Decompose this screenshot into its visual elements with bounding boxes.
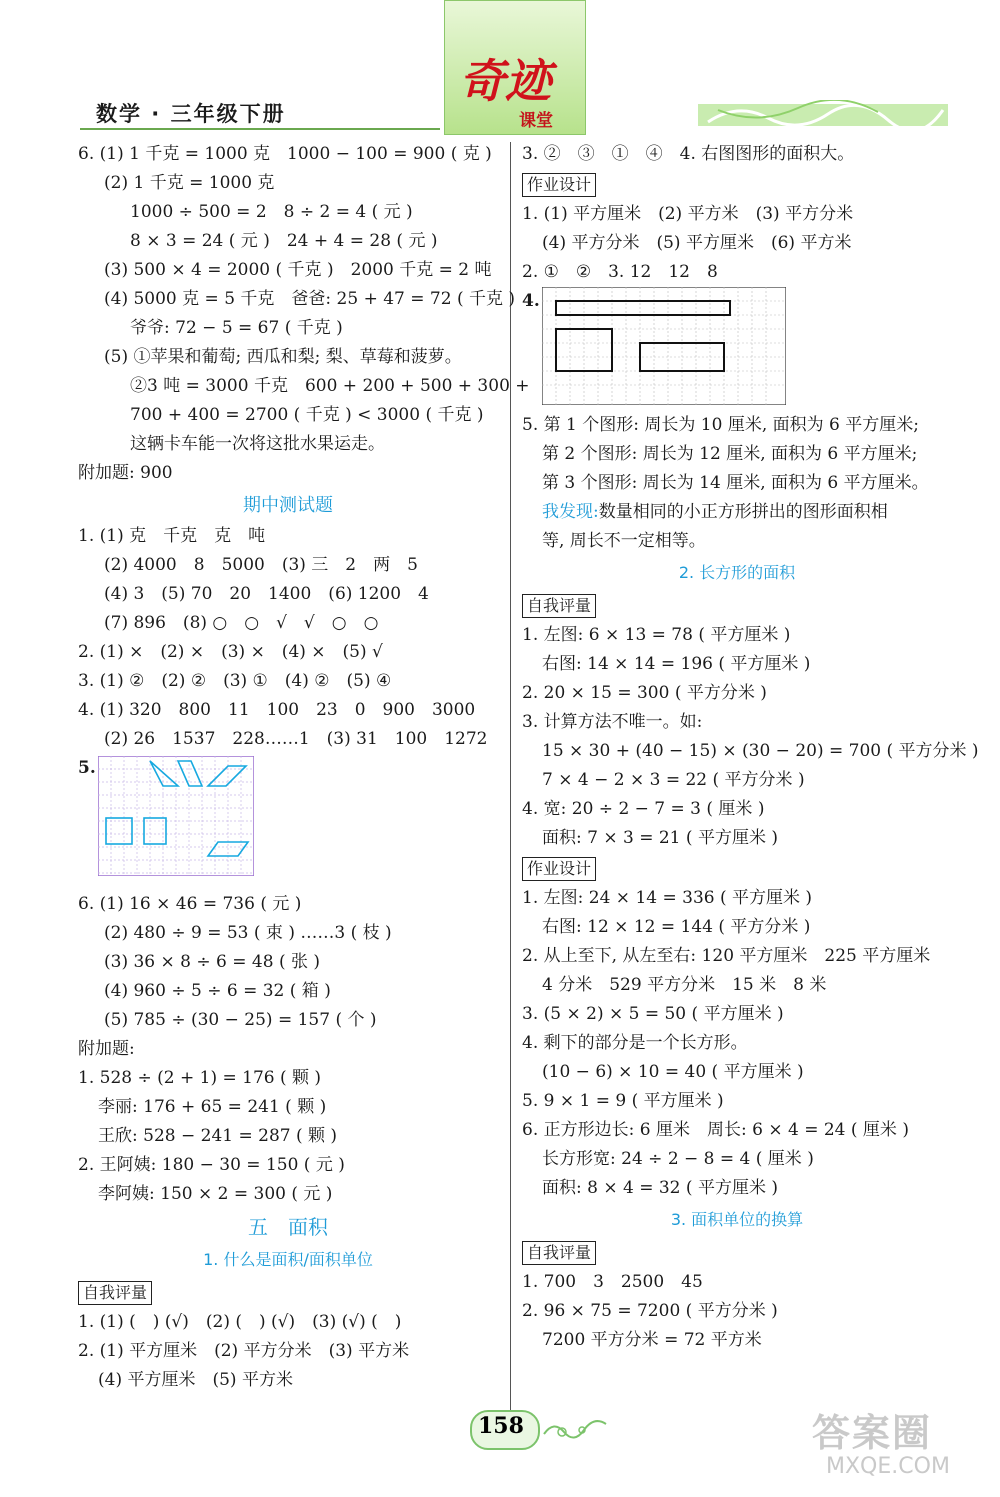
self-eval-label: 自我评量 (78, 1281, 152, 1305)
answer-line: 4. 剩下的部分是一个长方形。 (522, 1033, 748, 1053)
answer-line: 2. 96 × 75 = 7200 ( 平方分米 ) (522, 1301, 778, 1321)
answer-line: (2) 4000 8 5000 (3) 三 2 两 5 (104, 555, 418, 575)
answer-line: (5) ①苹果和葡萄; 西瓜和梨; 梨、草莓和菠萝。 (104, 347, 462, 367)
answer-line: 爷爷: 72 − 5 = 67 ( 千克 ) (130, 318, 343, 338)
answers-block-r4 (522, 621, 979, 853)
answer-line: (3) 500 × 4 = 2000 ( 千克 ) 2000 千克 = 2 吨 (104, 260, 492, 280)
answer-line: (4) 960 ÷ 5 ÷ 6 = 32 ( 箱 ) (104, 981, 331, 1001)
answer-line: 王欣: 528 − 241 = 287 ( 颗 ) (98, 1126, 338, 1146)
discover-label: 我发现: (542, 502, 599, 522)
answer-line: (4) 平方分米 (5) 平方厘米 (6) 平方米 (542, 233, 852, 253)
section-title-midterm: 期中测试题 (243, 495, 333, 516)
discover-line-1 (522, 498, 952, 527)
answer-line: 面积: 8 × 4 = 32 ( 平方厘米 ) (542, 1178, 778, 1198)
answer-line: (10 − 6) × 10 = 40 ( 平方厘米 ) (542, 1062, 804, 1082)
self-eval-row (78, 1277, 498, 1308)
header-rule (80, 128, 440, 130)
answer-line: ②3 吨 = 3000 千克 600 + 200 + 500 + 300 + (130, 376, 530, 396)
answer-line: 李丽: 176 + 65 = 241 ( 颗 ) (98, 1097, 327, 1117)
self-eval-row-2 (522, 590, 952, 621)
answer-line: 6. 正方形边长: 6 厘米 周长: 6 × 4 = 24 ( 厘米 ) (522, 1120, 909, 1140)
answer-line: 第 3 个图形: 周长为 14 厘米, 面积为 6 平方厘米。 (542, 473, 929, 493)
discover-line-2: 等, 周长不一定相等。 (542, 531, 706, 551)
answer-line: 2. 从上至下, 从左至右: 120 平方厘米 225 平方厘米 (522, 946, 931, 966)
swirl-decoration-icon (540, 1416, 610, 1442)
answer-line: 第 2 个图形: 周长为 12 厘米, 面积为 6 平方厘米; (542, 444, 918, 464)
brand-logo (444, 0, 586, 135)
answer-line: 15 × 30 + (40 − 15) × (30 − 20) = 700 ( 平方分米 ) (542, 741, 979, 761)
answer-line: 1. (1) 平方厘米 (2) 平方米 (3) 平方分米 (522, 204, 854, 224)
answer-line: 5. 9 × 1 = 9 ( 平方厘米 ) (522, 1091, 724, 1111)
watermark-url: MXQE.COM (826, 1454, 950, 1479)
answer-line: 3. (5 × 2) × 5 = 50 ( 平方厘米 ) (522, 1004, 784, 1024)
answer-line: 2. ① ② 3. 12 12 8 (522, 262, 718, 282)
logo-main-text: 奇迹 (459, 54, 551, 108)
answer-line: 1. (1) ( ) (√) (2) ( ) (√) (3) (√) ( ) (78, 1312, 402, 1332)
page-number: 158 (478, 1413, 524, 1439)
unit5-subtitle: 1. 什么是面积/面积单位 (203, 1250, 373, 1269)
answer-line: 3. 计算方法不唯一。如: (522, 712, 703, 732)
self-eval-row-3 (522, 1237, 952, 1268)
answer-line: (5) 785 ÷ (30 − 25) = 157 ( 个 ) (104, 1010, 377, 1030)
answers-block-r3 (522, 411, 952, 498)
answer-line: 6. (1) 16 × 46 = 736 ( 元 ) (78, 894, 302, 914)
answer-line: 6. (1) 1 千克 = 1000 克 1000 − 100 = 900 ( 克 ) (78, 144, 492, 164)
self-eval-label-3: 自我评量 (522, 1241, 596, 1265)
q4-number: 4. (522, 291, 540, 311)
self-eval-label-2: 自我评量 (522, 594, 596, 618)
shape-grid-figure (98, 756, 254, 876)
answers-block-unit5 (78, 1308, 498, 1395)
answer-line: 5. 第 1 个图形: 周长为 10 厘米, 面积为 6 平方厘米; (522, 415, 919, 435)
unit5-title: 五 面积 (248, 1215, 328, 1239)
answer-line: (4) 平方厘米 (5) 平方米 (98, 1370, 293, 1390)
answer-line: 1. 528 ÷ (2 + 1) = 176 ( 颗 ) (78, 1068, 322, 1088)
answers-block-r6 (522, 1268, 952, 1355)
discover-text: 数量相同的小正方形拼出的图形面积相 (598, 502, 888, 522)
q5-number: 5. (78, 758, 96, 778)
answer-line: 4 分米 529 平方分米 15 米 8 米 (542, 975, 827, 995)
answer-line: 4. 宽: 20 ÷ 2 − 7 = 3 ( 厘米 ) (522, 799, 765, 819)
q4-label (522, 287, 952, 411)
answer-line: 右图: 14 × 14 = 196 ( 平方厘米 ) (542, 654, 811, 674)
logo-sub-text: 课堂 (519, 111, 553, 131)
homework-label-1: 作业设计 (522, 173, 596, 197)
homework-label-2: 作业设计 (522, 857, 596, 881)
answer-line: 附加题: (78, 1039, 135, 1059)
left-column (78, 140, 530, 1395)
answer-line: (4) 3 (5) 70 20 1400 (6) 1200 4 (104, 584, 429, 604)
answer-line: 1. 左图: 6 × 13 = 78 ( 平方厘米 ) (522, 625, 791, 645)
answer-line: 1. 左图: 24 × 14 = 336 ( 平方厘米 ) (522, 888, 813, 908)
answer-line: 附加题: 900 (78, 463, 173, 483)
answer-line: 1. 700 3 2500 45 (522, 1272, 703, 1292)
answer-line: (7) 896 (8) ○ ○ √ √ ○ ○ (104, 613, 379, 633)
answer-line: (2) 480 ÷ 9 = 53 ( 束 ) ……3 ( 枝 ) (104, 923, 392, 943)
subtitle-rect-area: 2. 长方形的面积 (678, 563, 796, 582)
answer-line: 右图: 12 × 12 = 144 ( 平方分米 ) (542, 917, 811, 937)
answer-line: 这辆卡车能一次将这批水果运走。 (130, 434, 385, 454)
subtitle-unit-conversion: 3. 面积单位的换算 (670, 1210, 804, 1229)
answer-line: 8 × 3 = 24 ( 元 ) 24 + 4 = 28 ( 元 ) (130, 231, 438, 251)
answer-line: (3) 36 × 8 ÷ 6 = 48 ( 张 ) (104, 952, 321, 972)
answer-line: 3. ② ③ ① ④ 4. 右图图形的面积大。 (522, 144, 855, 164)
page-header (0, 0, 1000, 140)
column-divider (510, 142, 511, 1432)
answer-line: 1000 ÷ 500 = 2 8 ÷ 2 = 4 ( 元 ) (130, 202, 413, 222)
answer-line: 2. (1) × (2) × (3) × (4) × (5) √ (78, 642, 383, 662)
answers-block-1 (78, 140, 530, 488)
book-title: 数学 · 三年级下册 (96, 102, 286, 126)
homework-row-2 (522, 853, 952, 884)
answer-line: 2. 王阿姨: 180 − 30 = 150 ( 元 ) (78, 1155, 345, 1175)
answer-line: 长方形宽: 24 ÷ 2 − 8 = 4 ( 厘米 ) (542, 1149, 814, 1169)
answers-block-midterm-2 (78, 890, 498, 1209)
answer-line: (2) 26 1537 228……1 (3) 31 100 1272 (104, 729, 488, 749)
answer-line: (2) 1 千克 = 1000 克 (104, 173, 275, 193)
answer-line: 2. 20 × 15 = 300 ( 平方分米 ) (522, 683, 767, 703)
right-column (522, 140, 979, 1355)
answer-line: 700 + 400 = 2700 ( 千克 ) < 3000 ( 千克 ) (130, 405, 484, 425)
header-decoration-icon (698, 100, 948, 130)
answer-line: 3. (1) ② (2) ② (3) ① (4) ② (5) ④ (78, 671, 392, 691)
answer-line: 2. (1) 平方厘米 (2) 平方分米 (3) 平方米 (78, 1341, 410, 1361)
answer-line: (4) 5000 克 = 5 千克 爸爸: 25 + 47 = 72 ( 千克 ) (104, 289, 516, 309)
answers-block-r1 (522, 140, 952, 169)
answers-block-r2 (522, 200, 952, 287)
answer-line: 7200 平方分米 = 72 平方米 (542, 1330, 762, 1350)
answer-line: 7 × 4 − 2 × 3 = 22 ( 平方分米 ) (542, 770, 805, 790)
homework-row-1 (522, 169, 952, 200)
answer-line: 1. (1) 克 千克 克 吨 (78, 526, 266, 546)
answer-line: 4. (1) 320 800 11 100 23 0 900 3000 (78, 700, 476, 720)
answer-line: 李阿姨: 150 × 2 = 300 ( 元 ) (98, 1184, 333, 1204)
answers-block-midterm (78, 522, 498, 754)
watermark-logo: 答案圈 (812, 1411, 933, 1455)
answer-line: 面积: 7 × 3 = 21 ( 平方厘米 ) (542, 828, 778, 848)
rectangles-grid-figure (542, 287, 786, 405)
q5-label (78, 754, 498, 890)
answers-block-r5 (522, 884, 952, 1203)
